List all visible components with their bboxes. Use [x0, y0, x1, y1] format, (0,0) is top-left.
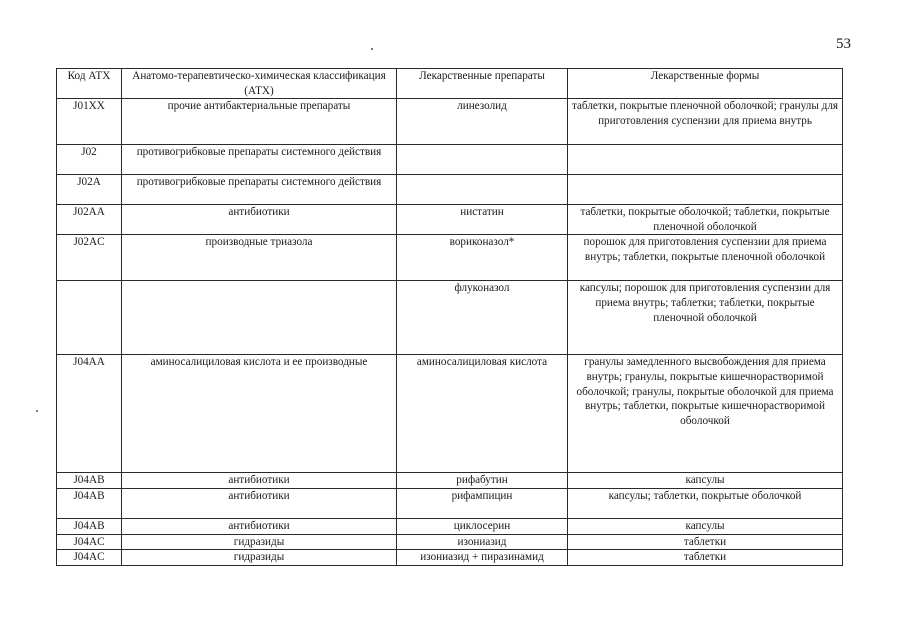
cell-drug: рифабутин: [397, 473, 568, 489]
table-row: [57, 473, 843, 489]
cell-classification: прочие антибактериальные препараты: [122, 99, 397, 145]
table-row: [57, 235, 843, 281]
cell-forms: капсулы: [568, 518, 843, 534]
header-classification: Анатомо-терапевтическо-химическая классификация (АТХ): [122, 69, 397, 99]
table-row: [57, 488, 843, 518]
cell-code: J04AA: [57, 355, 122, 473]
cell-classification: гидразиды: [122, 550, 397, 566]
cell-forms: капсулы; таблетки, покрытые оболочкой: [568, 488, 843, 518]
cell-drug: нистатин: [397, 205, 568, 235]
cell-code: J04AC: [57, 534, 122, 550]
cell-drug: циклосерин: [397, 518, 568, 534]
cell-code: J04AB: [57, 518, 122, 534]
cell-forms: таблетки: [568, 534, 843, 550]
table-row: [57, 145, 843, 175]
page-number: 53: [836, 36, 851, 52]
cell-forms: таблетки, покрытые оболочкой; таблетки, покрытые пленочной оболочкой: [568, 205, 843, 235]
cell-forms: таблетки, покрытые пленочной оболочкой; гранулы для приготовления суспензии для приема внутрь: [568, 99, 843, 145]
table-row: [57, 99, 843, 145]
cell-drug: вориконазол*: [397, 235, 568, 281]
table-row: [57, 281, 843, 355]
table-row: [57, 175, 843, 205]
cell-drug: флуконазол: [397, 281, 568, 355]
cell-classification: противогрибковые препараты системного действия: [122, 175, 397, 205]
cell-code: J04AB: [57, 473, 122, 489]
cell-drug: [397, 175, 568, 205]
table-row: [57, 534, 843, 550]
cell-classification: аминосалициловая кислота и ее производные: [122, 355, 397, 473]
table-header-row: [57, 69, 843, 99]
header-drugs: Лекарственные препараты: [397, 69, 568, 99]
cell-code: J04AB: [57, 488, 122, 518]
cell-classification: антибиотики: [122, 518, 397, 534]
cell-code: J02: [57, 145, 122, 175]
cell-drug: [397, 145, 568, 175]
cell-code: J02AA: [57, 205, 122, 235]
cell-forms: капсулы: [568, 473, 843, 489]
cell-drug: изониазид: [397, 534, 568, 550]
table-row: [57, 205, 843, 235]
header-code: Код АТХ: [57, 69, 122, 99]
cell-classification: антибиотики: [122, 488, 397, 518]
cell-forms: [568, 145, 843, 175]
atx-drug-table: [56, 68, 843, 566]
cell-forms: гранулы замедленного высвобождения для приема внутрь; гранулы, покрытые кишечнорастворимой оболочкой; гранулы, покрытые оболочкой для приема внутрь; таблетки, покрытые кишечнорастворимой оболочкой: [568, 355, 843, 473]
cell-forms: порошок для приготовления суспензии для приема внутрь; таблетки, покрытые пленочной оболочкой: [568, 235, 843, 281]
cell-drug: изониазид + пиразинамид: [397, 550, 568, 566]
cell-classification: противогрибковые препараты системного действия: [122, 145, 397, 175]
table-row: [57, 550, 843, 566]
cell-classification: антибиотики: [122, 205, 397, 235]
cell-code: [57, 281, 122, 355]
cell-drug: рифампицин: [397, 488, 568, 518]
cell-code: J04AC: [57, 550, 122, 566]
cell-classification: антибиотики: [122, 473, 397, 489]
cell-forms: [568, 175, 843, 205]
cell-classification: производные триазола: [122, 235, 397, 281]
cell-classification: гидразиды: [122, 534, 397, 550]
cell-forms: таблетки: [568, 550, 843, 566]
scan-speck: [36, 410, 38, 412]
cell-forms: капсулы; порошок для приготовления суспензии для приема внутрь; таблетки; таблетки, покрытые пленочной оболочкой: [568, 281, 843, 355]
cell-classification: [122, 281, 397, 355]
cell-code: J01XX: [57, 99, 122, 145]
scan-speck: [371, 48, 373, 50]
cell-drug: аминосалициловая кислота: [397, 355, 568, 473]
cell-code: J02AC: [57, 235, 122, 281]
cell-code: J02A: [57, 175, 122, 205]
cell-drug: линезолид: [397, 99, 568, 145]
table-row: [57, 518, 843, 534]
table-row: [57, 355, 843, 473]
header-forms: Лекарственные формы: [568, 69, 843, 99]
